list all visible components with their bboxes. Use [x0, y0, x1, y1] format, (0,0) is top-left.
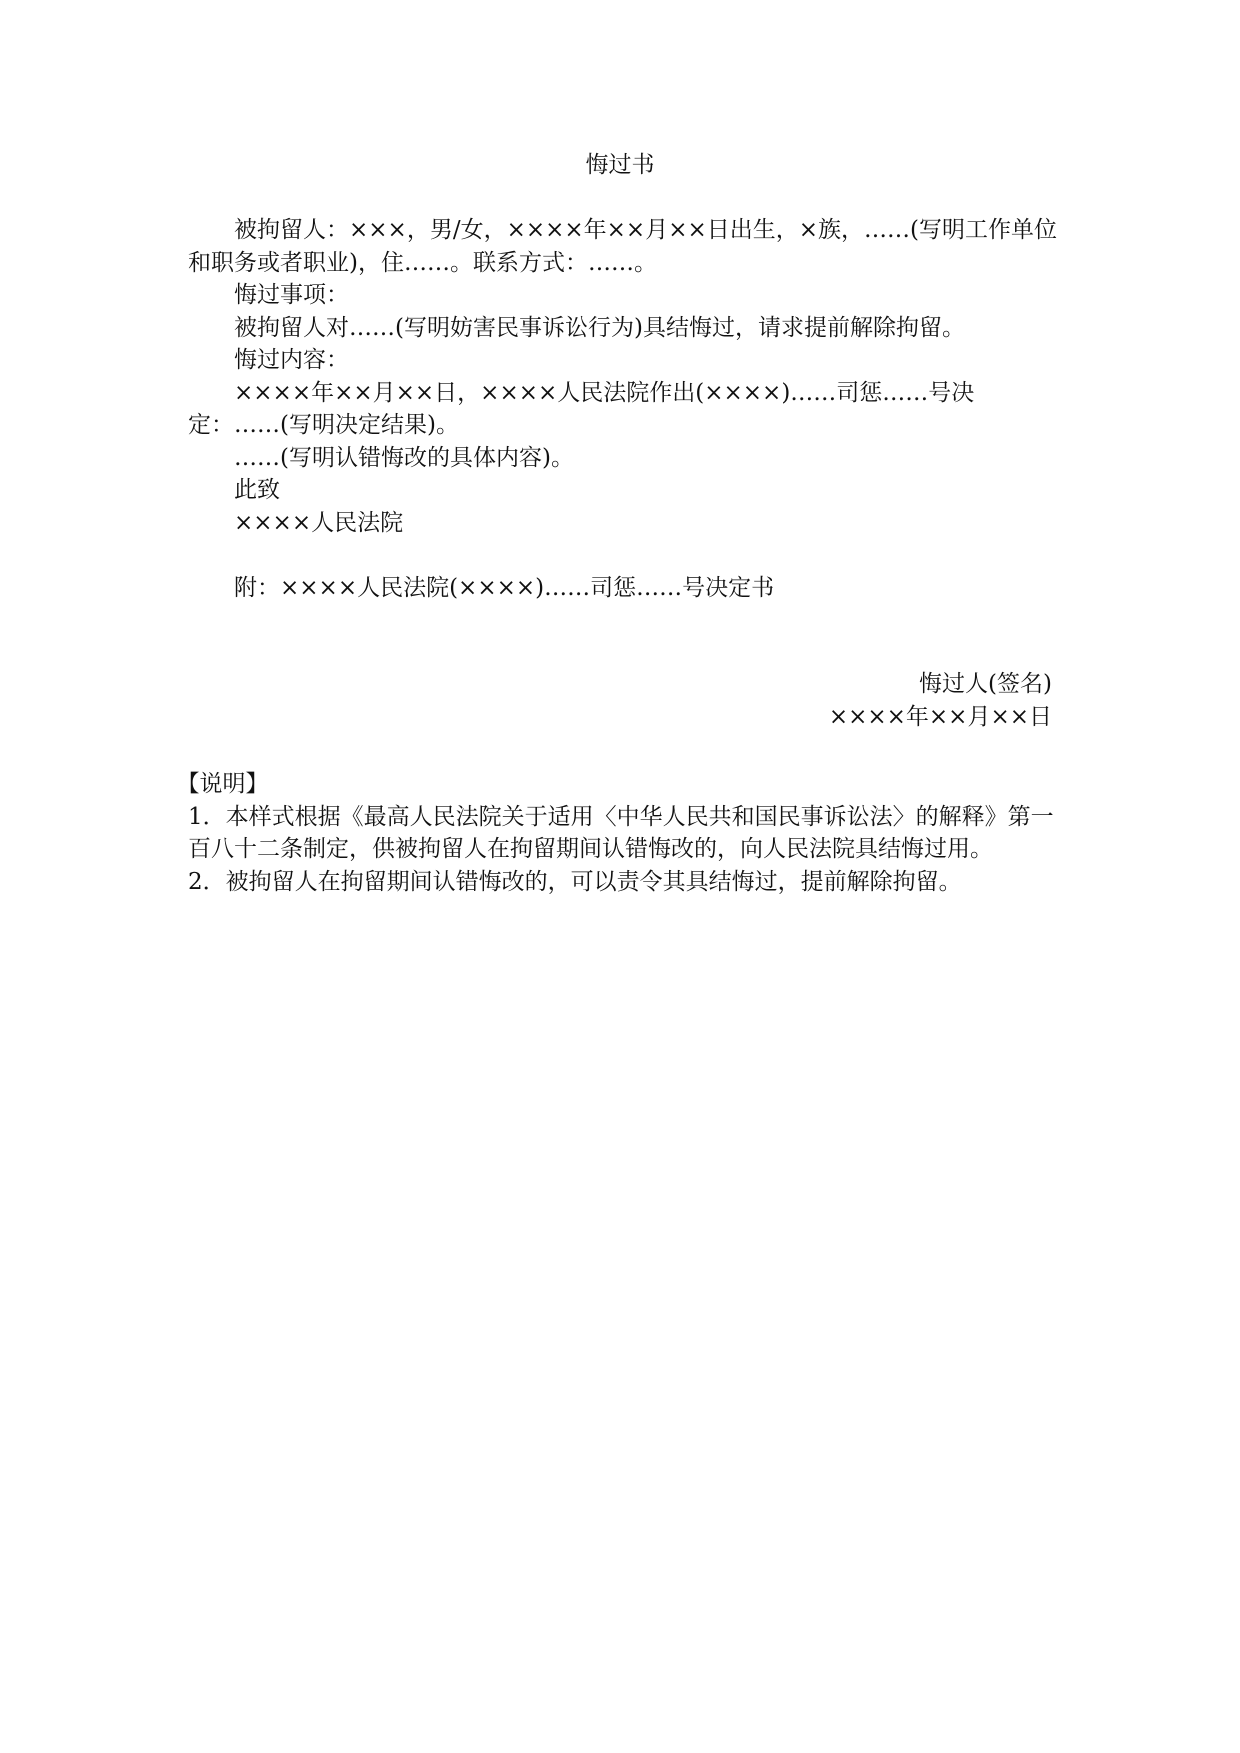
notes-heading: 【说明】	[176, 771, 269, 797]
decision-paragraph: ××××年××月××日，××××人民法院作出(××××)……司惩……号决定：……(写明决定结果)。	[188, 379, 975, 438]
signer-line: 悔过人(签名)	[919, 671, 1052, 697]
document-title: 悔过书	[585, 152, 655, 178]
detainee-info-paragraph: 被拘留人：×××，男/女，××××年××月××日出生，×族，……(写明工作单位和职务或者职业)，住……。联系方式：……。	[188, 217, 1057, 276]
signature-block	[829, 668, 1052, 733]
spacer	[188, 539, 1058, 572]
signature-date: ××××年××月××日	[828, 703, 1052, 730]
addressee-line: ××××人民法院	[234, 509, 404, 536]
repentance-matter-paragraph: 被拘留人对……(写明妨害民事诉讼行为)具结悔过，请求提前解除拘留。	[234, 314, 965, 341]
note-item: 2．被拘留人在拘留期间认错悔改的，可以责令其具结悔过，提前解除拘留。	[188, 868, 962, 895]
notes-section	[176, 768, 1058, 898]
document-body	[188, 214, 1058, 604]
attachment-line: 附：××××人民法院(××××)……司惩……号决定书	[234, 574, 775, 601]
repentance-matter-heading: 悔过事项：	[234, 282, 349, 308]
repentance-detail-paragraph: ……(写明认错悔改的具体内容)。	[234, 444, 574, 471]
repentance-content-heading: 悔过内容：	[234, 347, 349, 373]
note-item: 1．本样式根据《最高人民法院关于适用〈中华人民共和国民事诉讼法〉的解释》第一百八十二条制定，供被拘留人在拘留期间认错悔改的，向人民法院具结悔过用。	[188, 803, 1054, 862]
salutation-line: 此致	[234, 477, 280, 503]
